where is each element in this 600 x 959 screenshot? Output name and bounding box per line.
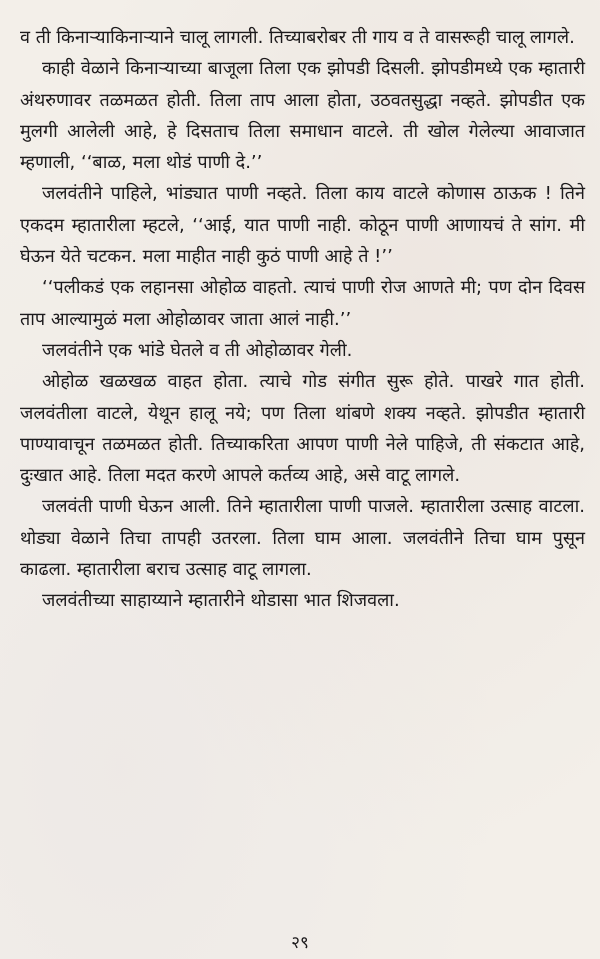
paragraph-returns: जलवंती पाणी घेऊन आली. तिने म्हातारीला पाणी पाजले. म्हातारीला उत्साह वाटला. थोड्या वेळाने तिचा तापही उतरला. तिला घाम आला. जलवंतीने तिचा घाम पुसून काढला. म्हातारीला बराच उत्साह वाटू लागला. (20, 496, 585, 581)
paragraph-stream-directions: ‘‘पलीकडं एक लहानसा ओहोळ वाहतो. त्याचं पाणी रोज आणते मी; पण दोन दिवस ताप आल्यामुळं मला ओहोळावर जाता आलं नाही.’’ (20, 277, 585, 330)
page-number: २९ (291, 933, 309, 953)
paragraph-continuation: व ती किनाऱ्याकिनाऱ्याने चालू लागली. तिच्याबरोबर ती गाय व ते वासरूही चालू लागले. (20, 27, 575, 48)
paragraph-no-water: जलवंतीने पाहिले, भांड्यात पाणी नव्हते. तिला काय वाटले कोणास ठाऊक ! तिने एकदम म्हातारीला म्हटले, ‘‘आई, यात पाणी नाही. कोठून पाणी आणायचं ते सांग. मी घेऊन येते चटकन. मला माहीत नाही कुठं पाणी आहे ते !’’ (20, 183, 585, 268)
body-text (20, 22, 585, 617)
paragraph-cooking: जलवंतीच्या साहाय्याने म्हातारीने थोडासा भात शिजवला. (42, 590, 400, 612)
paragraph-stream: ओहोळ खळखळ वाहत होता. त्याचे गोड संगीत सुरू होते. पाखरे गात होती. जलवंतीला वाटले, येथून हालू नये; पण तिला थांबणे शक्य नव्हते. झोपडीत म्हातारी पाण्यावाचून तळमळत होती. तिच्याकरिता आपण पाणी नेले पाहिजे, ती संकटात आहे, दुःखात आहे. तिला मदत करणे आपले कर्तव्य आहे, असे वाटू लागले. (20, 371, 585, 487)
paragraph-goes-to-stream: जलवंतीने एक भांडे घेतले व ती ओहोळावर गेली. (42, 339, 353, 361)
paragraph-hut: काही वेळाने किनाऱ्याच्या बाजूला तिला एक झोपडी दिसली. झोपडीमध्ये एक म्हातारी अंथरुणावर तळमळत होती. तिला ताप आला होता, उठवतसुद्धा नव्हते. झोपडीत एक मुलगी आलेली आहे, हे दिसताच तिला समाधान वाटले. ती खोल गेलेल्या आवाजात म्हणाली, ‘‘बाळ, मला थोडं पाणी दे.’’ (20, 58, 585, 174)
